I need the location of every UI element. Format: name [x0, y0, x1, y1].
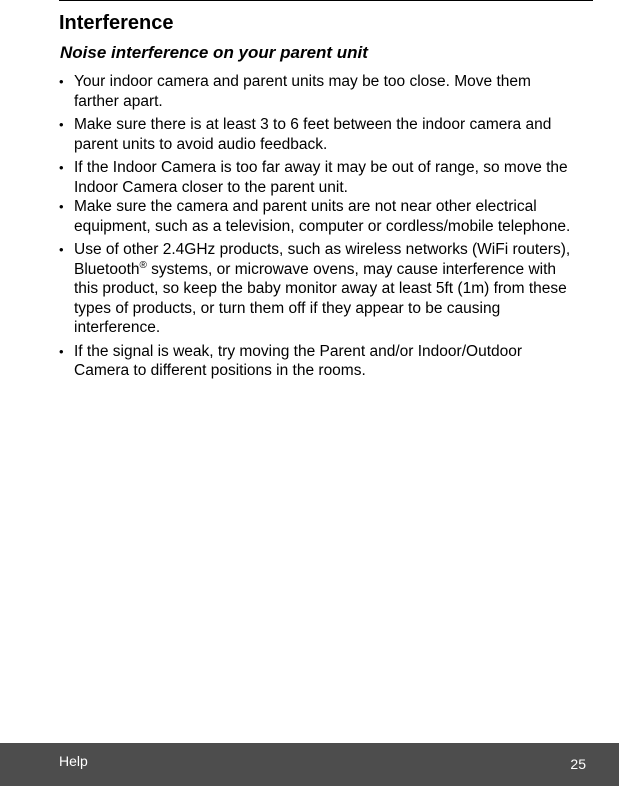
bluetooth-text-before: Use of other 2.4GHz products, such as wireless networks (WiFi routers), Bluetooth — [74, 241, 571, 278]
list-item — [59, 197, 579, 236]
section-title: Interference — [59, 12, 174, 34]
subsection-title: Noise interference on your parent unit — [60, 43, 368, 62]
list-item-text: Your indoor camera and parent units may be too close. Move them farther apart. — [74, 73, 531, 110]
bullet-icon: • — [59, 74, 64, 89]
bullet-icon: • — [59, 160, 64, 175]
list-item — [59, 158, 579, 197]
bullet-icon: • — [59, 117, 64, 132]
bullet-icon: • — [59, 343, 64, 359]
footer-section-label: Help — [59, 753, 88, 769]
bluetooth-text-after: systems, or microwave ovens, may cause interference with this product, so keep the baby monitor away at least 5ft (1m) from these types of products, or turn them off if they appear to be causing interference. — [74, 260, 567, 336]
list-item — [59, 240, 579, 338]
list-item-text: If the Indoor Camera is too far away it may be out of range, so move the Indoor Camera closer to the parent unit. — [74, 159, 568, 196]
list-item — [59, 72, 579, 111]
list-item-text — [74, 241, 570, 336]
list-item-text: If the signal is weak, try moving the Parent and/or Indoor/Outdoor Camera to different positions in the rooms. — [74, 342, 523, 379]
header-rule — [59, 0, 593, 1]
list-item — [59, 115, 579, 154]
registered-mark: ® — [139, 259, 147, 271]
page-footer — [0, 743, 619, 786]
troubleshooting-list — [59, 72, 579, 385]
list-item — [59, 342, 579, 381]
list-item-text: Make sure the camera and parent units are not near other electrical equipment, such as a television, computer or cordless/mobile telephone. — [74, 198, 571, 235]
list-item-text: Make sure there is at least 3 to 6 feet between the indoor camera and parent units to avoid audio feedback. — [74, 116, 552, 153]
bullet-icon: • — [59, 199, 64, 214]
page-number: 25 — [570, 756, 586, 772]
bullet-icon: • — [59, 242, 64, 257]
